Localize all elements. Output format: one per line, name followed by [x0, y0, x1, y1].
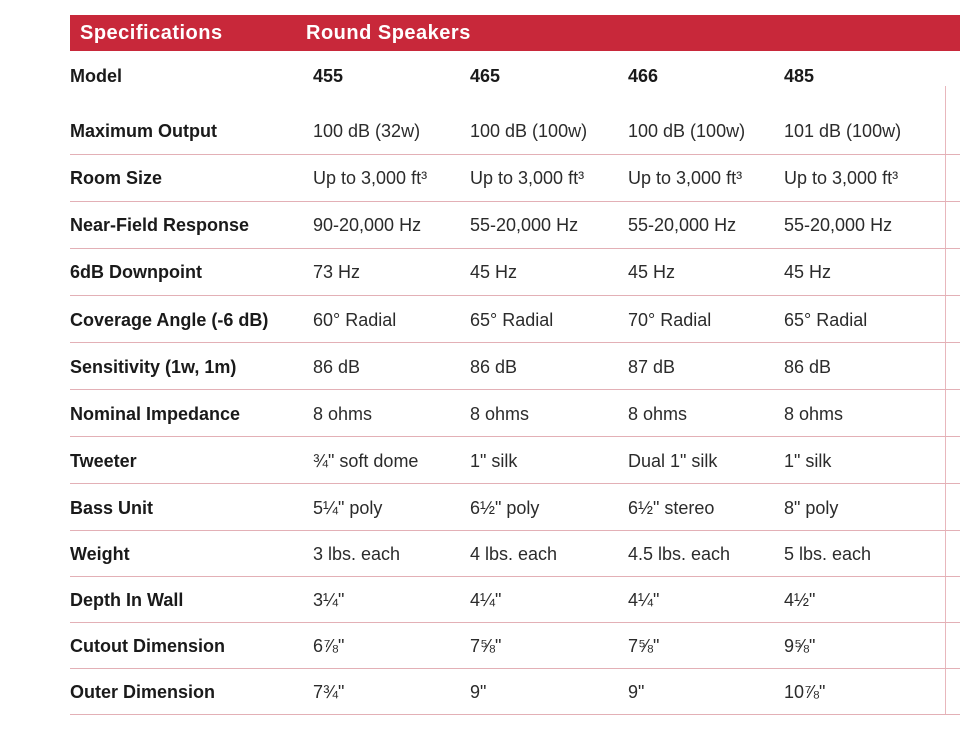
table-row [70, 531, 960, 577]
table-row [70, 390, 960, 437]
row-value: 6½" stereo [628, 498, 715, 518]
row-value: 1" silk [784, 451, 832, 471]
row-value: 101 dB (100w) [784, 121, 902, 141]
row-value: ¾" soft dome [313, 451, 419, 471]
row-value: 6⅞" [313, 636, 345, 656]
table-row [70, 343, 960, 390]
category-title: Round Speakers [306, 22, 471, 44]
table-row [70, 202, 960, 249]
row-value: 3¼" [313, 590, 345, 610]
row-value: 4¼" [628, 590, 660, 610]
table-row [70, 577, 960, 623]
row-value: 90-20,000 Hz [313, 215, 422, 235]
spec-banner [70, 15, 960, 51]
row-value: 86 dB [784, 357, 832, 377]
row-value: 8 ohms [313, 404, 373, 424]
row-label: Room Size [70, 168, 163, 188]
row-value: 4¼" [470, 590, 502, 610]
table-row [70, 484, 960, 531]
row-value: 5 lbs. each [784, 544, 872, 564]
row-value: 7⅝" [470, 636, 502, 656]
row-value: 8 ohms [470, 404, 530, 424]
table-row [70, 107, 960, 155]
row-value: 3 lbs. each [313, 544, 401, 564]
row-value: 9⅝" [784, 636, 816, 656]
model-455: 455 [313, 66, 344, 86]
row-label: 6dB Downpoint [70, 262, 202, 282]
row-label: Cutout Dimension [70, 636, 225, 656]
row-value: 86 dB [470, 357, 518, 377]
row-value: 73 Hz [313, 262, 361, 282]
table-row [70, 155, 960, 202]
row-value: 45 Hz [470, 262, 518, 282]
row-value: 55-20,000 Hz [470, 215, 579, 235]
row-value: Up to 3,000 ft³ [628, 168, 743, 188]
row-label: Sensitivity (1w, 1m) [70, 357, 237, 377]
row-value: 45 Hz [628, 262, 676, 282]
row-value: 45 Hz [784, 262, 832, 282]
row-value: Up to 3,000 ft³ [313, 168, 428, 188]
row-value: 70° Radial [628, 310, 712, 330]
model-row [70, 66, 960, 92]
model-485: 485 [784, 66, 815, 86]
row-value: 60° Radial [313, 310, 397, 330]
row-divider [70, 714, 960, 715]
row-value: 4.5 lbs. each [628, 544, 731, 564]
row-value: 6½" poly [470, 498, 540, 518]
row-value: 10⅞" [784, 682, 826, 702]
table-row [70, 669, 960, 715]
model-466: 466 [628, 66, 659, 86]
row-value: 5¼" poly [313, 498, 383, 518]
row-label: Coverage Angle (-6 dB) [70, 310, 269, 330]
row-value: Dual 1" silk [628, 451, 718, 471]
row-value: 4 lbs. each [470, 544, 558, 564]
row-label: Outer Dimension [70, 682, 216, 702]
row-label: Near-Field Response [70, 215, 250, 235]
row-value: Up to 3,000 ft³ [470, 168, 585, 188]
row-label: Maximum Output [70, 121, 217, 141]
row-value: 100 dB (100w) [470, 121, 588, 141]
table-row [70, 296, 960, 343]
model-label: Model [70, 66, 122, 86]
section-title: Specifications [80, 22, 223, 44]
row-value: 7¾" [313, 682, 345, 702]
row-value: 8 ohms [628, 404, 688, 424]
row-value: 7⅝" [628, 636, 660, 656]
row-value: 8" poly [784, 498, 839, 518]
table-row [70, 249, 960, 296]
row-label: Nominal Impedance [70, 404, 241, 424]
row-value: 4½" [784, 590, 816, 610]
model-465: 465 [470, 66, 501, 86]
row-label: Weight [70, 544, 130, 564]
row-value: 65° Radial [470, 310, 554, 330]
row-value: 87 dB [628, 357, 676, 377]
row-value: 65° Radial [784, 310, 868, 330]
row-label: Depth In Wall [70, 590, 184, 610]
row-value: 100 dB (100w) [628, 121, 746, 141]
row-value: 100 dB (32w) [313, 121, 421, 141]
row-value: 8 ohms [784, 404, 844, 424]
row-label: Bass Unit [70, 498, 154, 518]
table-row [70, 437, 960, 484]
row-value: 86 dB [313, 357, 361, 377]
row-value: 9" [628, 682, 645, 702]
row-value: 9" [470, 682, 487, 702]
row-value: 55-20,000 Hz [784, 215, 893, 235]
row-value: 55-20,000 Hz [628, 215, 737, 235]
table-row [70, 623, 960, 669]
row-value: Up to 3,000 ft³ [784, 168, 899, 188]
row-value: 1" silk [470, 451, 518, 471]
row-label: Tweeter [70, 451, 137, 471]
